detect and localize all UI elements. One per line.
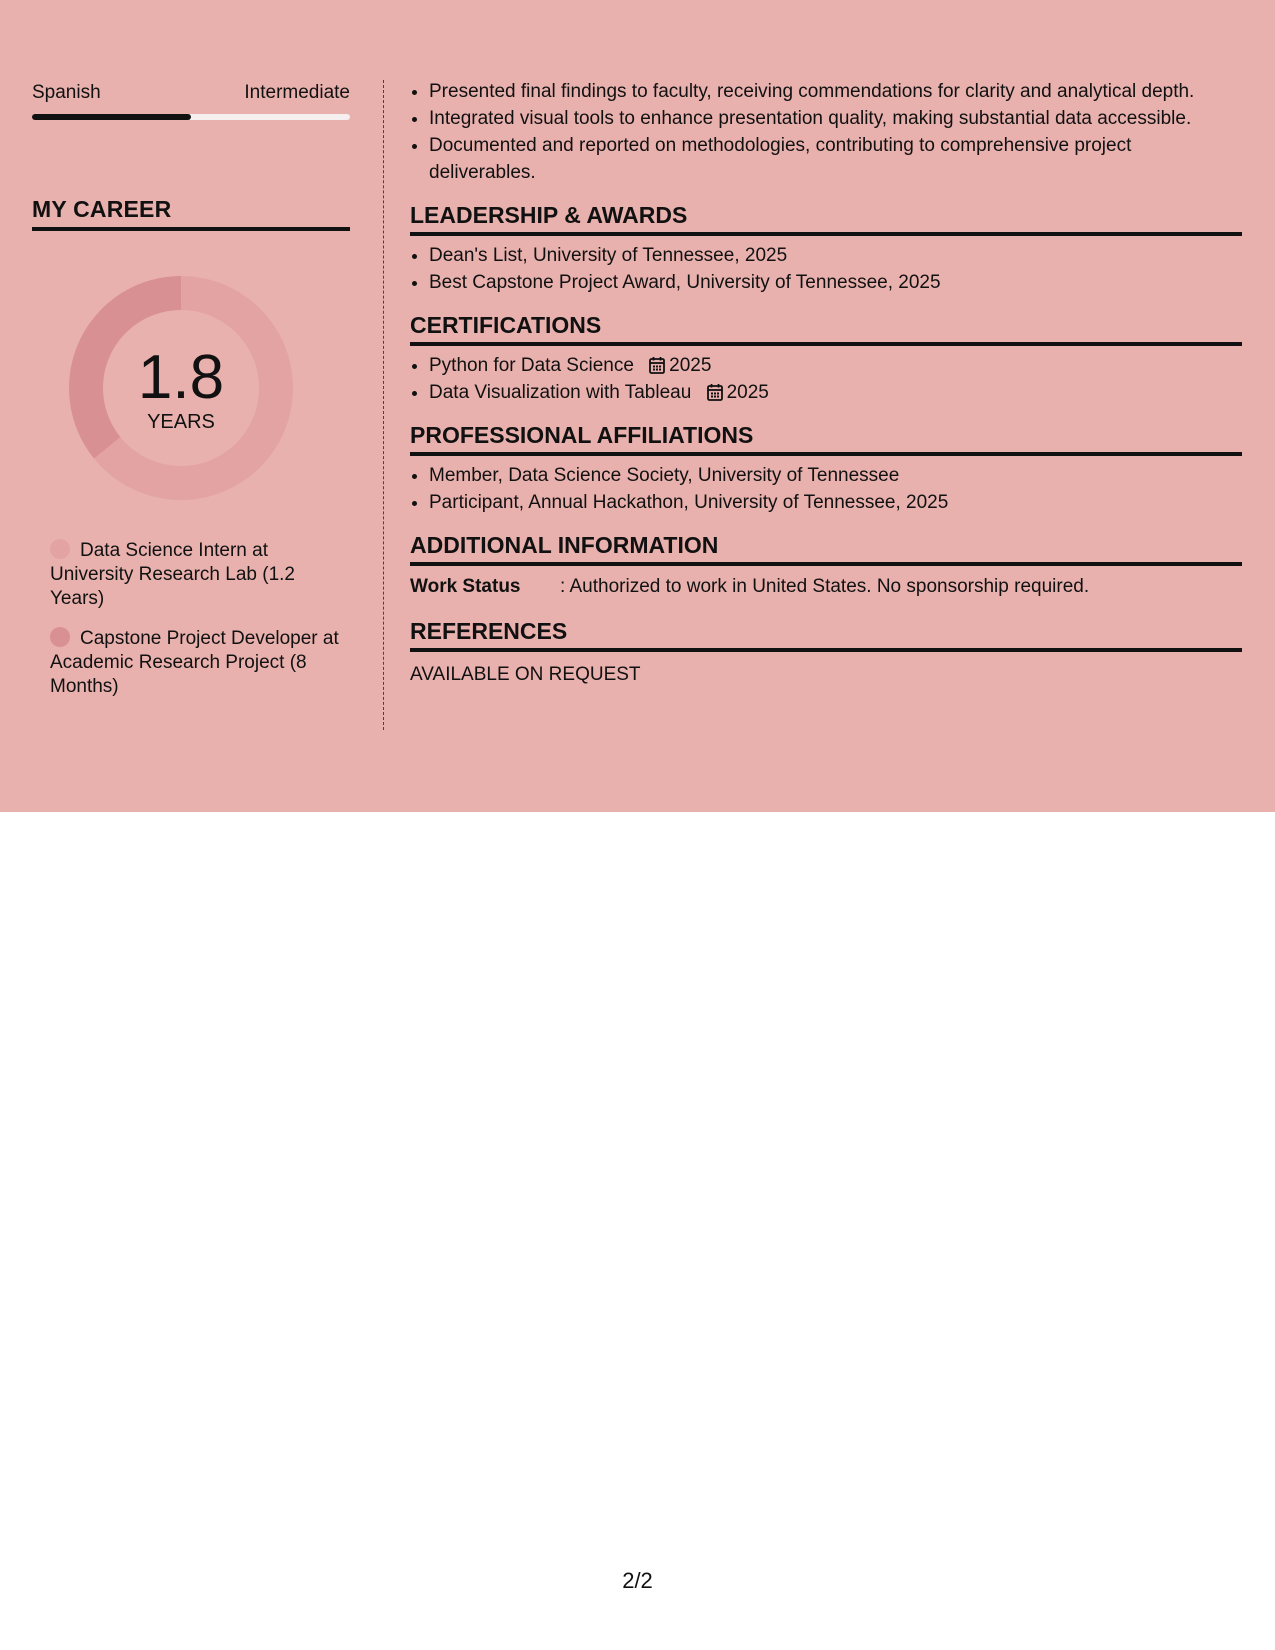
language-progress-fill bbox=[32, 114, 191, 120]
leadership-heading: LEADERSHIP & AWARDS bbox=[410, 200, 1242, 236]
language-level: Intermediate bbox=[244, 82, 350, 103]
list-item: • Presented final findings to faculty, receiving commendations for clarity and analytical depth. bbox=[429, 78, 1242, 105]
calendar-icon bbox=[707, 383, 723, 401]
legend-item bbox=[50, 539, 340, 611]
career-donut-chart bbox=[66, 273, 296, 503]
certification-name: Python for Data Science bbox=[429, 355, 634, 376]
affiliations-list bbox=[410, 462, 1242, 516]
certifications-heading: CERTIFICATIONS bbox=[410, 310, 1242, 346]
language-name: Spanish bbox=[32, 82, 101, 103]
career-total-unit: YEARS bbox=[147, 411, 215, 433]
language-row bbox=[32, 78, 350, 108]
work-status-label: Work Status bbox=[410, 576, 521, 597]
language-progress-track bbox=[32, 114, 350, 120]
certification-year: 2025 bbox=[726, 382, 769, 403]
list-item: • Member, Data Science Society, University of Tennessee bbox=[429, 462, 1242, 489]
page-number: 2/2 bbox=[622, 1568, 653, 1593]
certification-name: Data Visualization with Tableau bbox=[429, 382, 692, 403]
calendar-icon bbox=[649, 356, 665, 374]
work-status-row bbox=[410, 572, 1242, 602]
legend-dot bbox=[50, 539, 70, 559]
certifications-list bbox=[410, 352, 1242, 406]
right-column bbox=[410, 78, 1242, 690]
leadership-list bbox=[410, 242, 1242, 296]
list-item: • Dean's List, University of Tennessee, 2025 bbox=[429, 242, 1242, 269]
list-item: • Documented and reported on methodologies, contributing to comprehensive project deliverables. bbox=[429, 132, 1242, 186]
certification-year: 2025 bbox=[669, 355, 712, 376]
left-column bbox=[32, 78, 350, 715]
legend-label: Data Science Intern at University Research Lab (1.2 Years) bbox=[50, 540, 295, 609]
career-heading: MY CAREER bbox=[32, 196, 350, 231]
legend-dot bbox=[50, 627, 70, 647]
career-total-value: 1.8 bbox=[137, 343, 225, 412]
list-item: • Participant, Annual Hackathon, University of Tennessee, 2025 bbox=[429, 489, 1242, 516]
list-item: • Best Capstone Project Award, University of Tennessee, 2025 bbox=[429, 269, 1242, 296]
work-status-value: : Authorized to work in United States. No sponsorship required. bbox=[560, 576, 1090, 597]
additional-info-heading: ADDITIONAL INFORMATION bbox=[410, 530, 1242, 566]
references-heading: REFERENCES bbox=[410, 616, 1242, 652]
references-text: AVAILABLE ON REQUEST bbox=[410, 664, 641, 685]
donut-center-label bbox=[66, 273, 296, 503]
affiliations-heading: PROFESSIONAL AFFILIATIONS bbox=[410, 420, 1242, 456]
career-legend bbox=[32, 539, 350, 699]
column-divider bbox=[383, 80, 384, 730]
list-item: • Integrated visual tools to enhance presentation quality, making substantial data accessible. bbox=[429, 105, 1242, 132]
legend-label: Capstone Project Developer at Academic Research Project (8 Months) bbox=[50, 628, 339, 697]
list-item bbox=[429, 352, 1242, 379]
experience-bullet-list bbox=[410, 78, 1242, 186]
legend-item bbox=[50, 627, 340, 699]
list-item bbox=[429, 379, 1242, 406]
